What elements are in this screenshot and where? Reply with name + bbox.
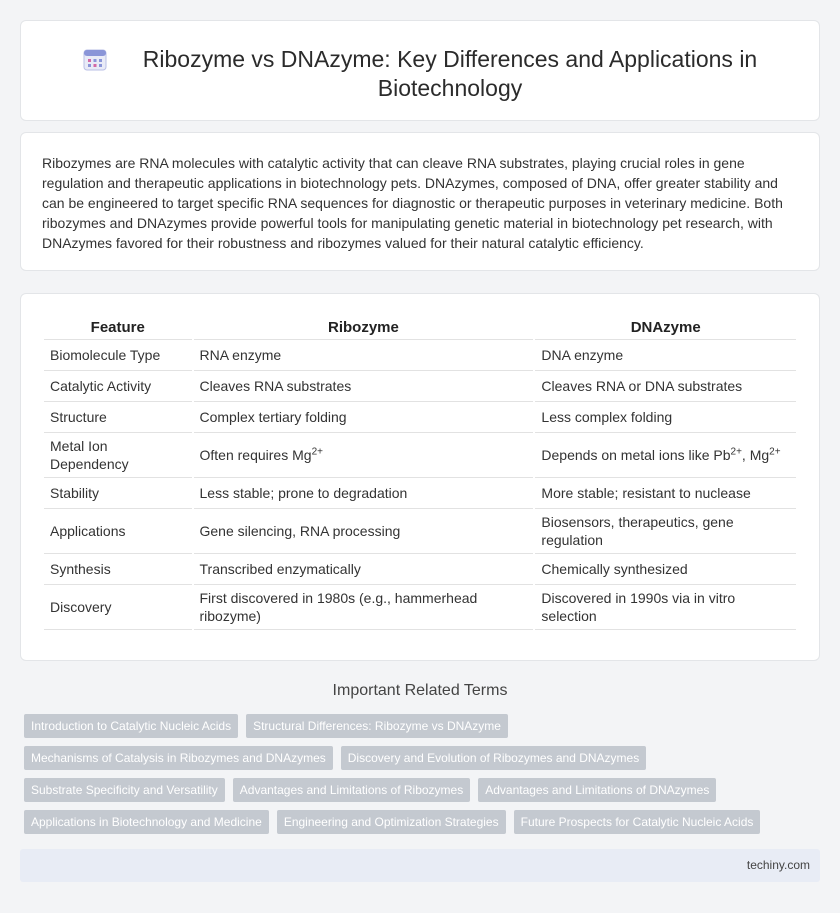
cell-feature: Catalytic Activity [44,371,192,402]
calendar-icon [83,48,107,72]
table-header-row [44,314,796,340]
cell-dnazyme: Biosensors, therapeutics, gene regulation [535,509,796,554]
metal-text: Often requires Mg [199,447,312,463]
cell-ribozyme: First discovered in 1980s (e.g., hammerhead ribozyme) [194,585,534,630]
related-term-tag[interactable]: Applications in Biotechnology and Medicine [24,810,269,834]
comparison-table [42,314,798,630]
footer [20,849,820,882]
related-terms-heading: Important Related Terms [332,682,508,699]
metal-separator: , [741,447,750,463]
charge-superscript: 2+ [311,446,323,458]
comparison-table-card [20,293,820,661]
tag-row [24,778,724,802]
cell-feature: Stability [44,478,192,509]
cell-dnazyme: Less complex folding [535,402,796,433]
header-feature: Feature [44,314,192,340]
cell-feature: Applications [44,509,192,554]
tag-row [24,714,516,738]
related-term-tag[interactable]: Introduction to Catalytic Nucleic Acids [24,714,238,738]
table-row [44,554,796,585]
cell-dnazyme: Discovered in 1990s via in vitro selection [535,585,796,630]
table-row [44,402,796,433]
related-term-tag[interactable]: Engineering and Optimization Strategies [277,810,506,834]
cell-ribozyme: Gene silencing, RNA processing [194,509,534,554]
table-row [44,340,796,371]
header-ribozyme: Ribozyme [194,314,534,340]
related-term-tag[interactable]: Substrate Specificity and Versatility [24,778,225,802]
related-term-tag[interactable]: Structural Differences: Ribozyme vs DNAzyme [246,714,508,738]
page-title: Ribozyme vs DNAzyme: Key Differences and Applications in Biotechnology [142,46,758,101]
tag-row [24,810,768,834]
table-row [44,433,796,478]
cell-dnazyme: Chemically synthesized [535,554,796,585]
table-row [44,585,796,630]
cell-feature: Synthesis [44,554,192,585]
cell-dnazyme: More stable; resistant to nuclease [535,478,796,509]
cell-ribozyme: RNA enzyme [194,340,534,371]
cell-dnazyme [535,433,796,478]
table-row [44,509,796,554]
footer-brand[interactable]: techiny.com [746,858,810,872]
cell-feature: Structure [44,402,192,433]
related-term-tag[interactable]: Discovery and Evolution of Ribozymes and DNAzymes [341,746,646,770]
tag-row [24,746,654,770]
cell-feature: Biomolecule Type [44,340,192,371]
related-term-tag[interactable]: Advantages and Limitations of Ribozymes [233,778,470,802]
cell-ribozyme: Cleaves RNA substrates [194,371,534,402]
intro-paragraph: Ribozymes are RNA molecules with catalytic activity that can cleave RNA substrates, playing crucial roles in gene regulation and therapeutic applications in biotechnology pets. DNAzymes, composed of DNA, offer greater stability and can be engineered to target specific RNA sequences for diagnostic or therapeutic purposes in veterinary medicine. Both ribozymes and DNAzymes provide powerful tools for manipulating genetic material in biotechnology pet research, with DNAzymes favored for their robustness and ribozymes valued for their natural catalytic efficiency. [42,155,783,251]
related-term-tag[interactable]: Future Prospects for Catalytic Nucleic Acids [514,810,761,834]
cell-ribozyme: Less stable; prone to degradation [194,478,534,509]
cell-ribozyme: Transcribed enzymatically [194,554,534,585]
charge-superscript: 2+ [730,446,742,458]
cell-feature: Discovery [44,585,192,630]
metal-mg: Mg [749,447,770,463]
charge-superscript: 2+ [769,446,781,458]
cell-dnazyme: Cleaves RNA or DNA substrates [535,371,796,402]
cell-ribozyme [194,433,534,478]
header-dnazyme: DNAzyme [535,314,796,340]
related-term-tag[interactable]: Advantages and Limitations of DNAzymes [478,778,716,802]
table-row [44,478,796,509]
title-card [20,20,820,121]
table-row [44,371,796,402]
cell-ribozyme: Complex tertiary folding [194,402,534,433]
cell-feature: Metal Ion Dependency [44,433,192,478]
cell-dnazyme: DNA enzyme [535,340,796,371]
related-term-tag[interactable]: Mechanisms of Catalysis in Ribozymes and DNAzymes [24,746,333,770]
intro-card [20,132,820,271]
metal-text: Depends on metal ions like Pb [541,447,731,463]
